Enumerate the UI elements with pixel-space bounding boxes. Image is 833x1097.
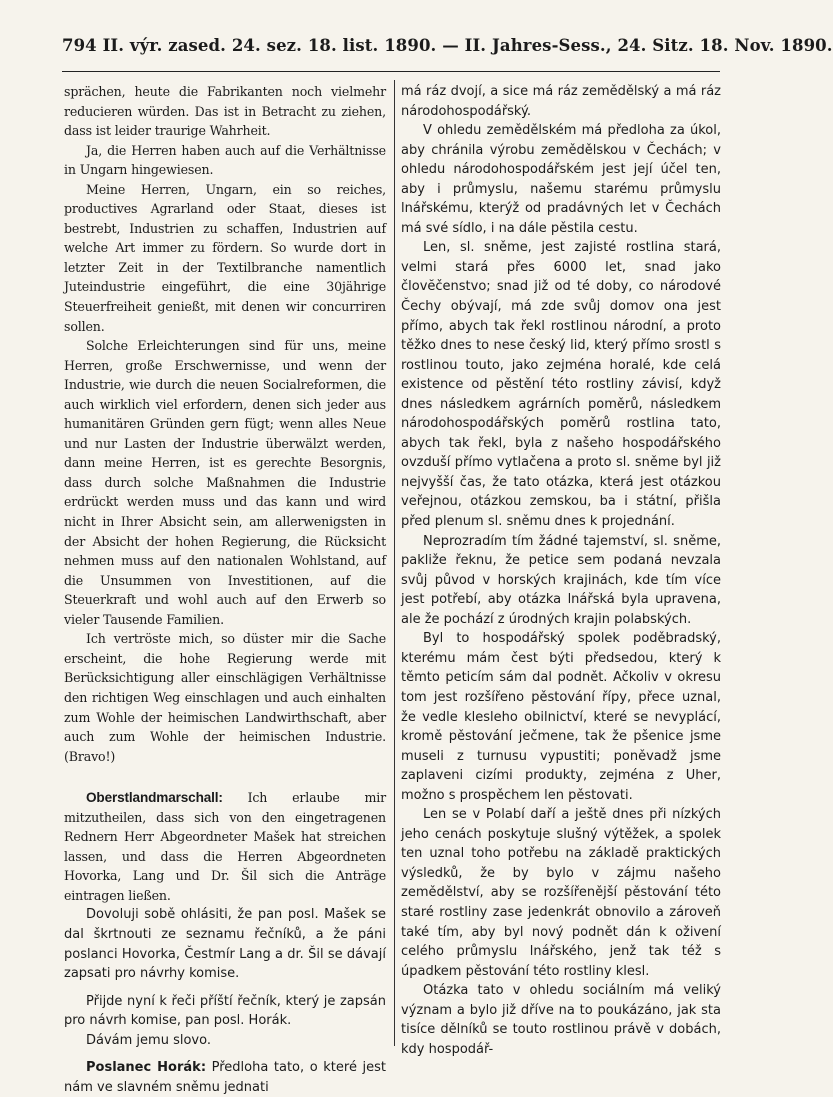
right-paragraph-4: Neprozradím tím žádné tajemství, sl. sněme, pakliže řeknu, že petice sem podaná nevzala svůj původ v horských krajinách, kde tím více jest potřebí, aby otázka lnářská byla upravena, ale že pochází z úrodných krajin polabských. (401, 533, 721, 627)
right-paragraph-7: Otázka tato v ohledu sociálním má veliký význam a bylo již dříve na to poukázáno, jak sta tisíce dělníků se touto rostlinou právě v dobách, kdy hospodář- (401, 983, 721, 1057)
right-column (401, 82, 721, 1059)
horak-speaker-label: Poslanec Horák: (86, 1060, 207, 1076)
right-paragraph-1: má ráz dvojí, a sice má ráz zemědělský a má ráz národohospodářský. (401, 84, 721, 119)
czech-paragraph-2: Přijde nyní k řeči příští řečník, který je zapsán pro návrh komise, pan posl. Horák. (64, 993, 386, 1029)
czech-paragraph-3: Dávám jemu slovo. (86, 1032, 211, 1048)
page-header: 794 II. výr. zased. 24. sez. 18. list. 1890. — II. Jahres-Sess., 24. Sitz. 18. Nov. 1890. (62, 36, 833, 55)
right-paragraph-5: Byl to hospodářský spolek poděbradský, kterému mám čest býti předsedou, který k těmto peticím sám dal podnět. Ačkoliv v okresu tom jest rozšířeno pěstování řípy, přece uznal, že vedle klesleho obilnictví, které se nevyplácí, kromě pěstování ječmene, tak že pšenice jsme museli z turnusu vypustiti; poněvadž jsme zaplaveni cizími produkty, zejména z Uher, možno s prospěchem len pěstovati. (401, 631, 721, 803)
spacer (64, 1050, 386, 1058)
speaker-statement-text: Ich erlaube mir mitzutheilen, dass sich von den eingetragenen Rednern Herr Abgeordneter Mašek hat streichen lassen, und dass die Herren Abgeordneten Hovorka, Lang und Dr. Šil sich die Anträge eintragen ließen. (64, 790, 386, 903)
right-paragraph-6: Len se v Polabí daří a ještě dnes při nízkých jeho cenách poskytuje slušný výtěžek, a spolek ten uznal toho potřebu na základě praktických výsledků, že by bylo v zájmu našeho zemědělství, aby se rozšířenější pěstování této staré rostliny zase jedenkrát obnovilo a zároveň také tím, aby byl nový podnět dán k oživení celého průmyslu lnářského, jenž tak též s úpadkem pěstování této rostliny klesl. (401, 807, 721, 979)
right-paragraph-3: Len, sl. sněme, jest zajisté rostlina stará, velmi stará přes 6000 let, snad jako človĕčenstvo; snad již od té doby, co národové Čechy obývají, má zde svůj domov ona jest přímo, abych tak řekl rostlinou národní, a proto těžko dnes to nese český lid, který přímo srostl s rostlinou touto, jako zejména horalé, kde celá existence od pěstění této rostliny závisí, když dnes následkem agrárních poměrů, následkem národohospodářských poměrů rostlina tato, abych tak řekl, byla z našeho hospodářského ovzduší přímo vytlačena a proto sl. sněme byl již nejvyšší čas, že tato otázka, která jest otázkou veřejnou, otázkou zemskou, ba i státní, přišla před plenum sl. sněmu dnes k projednání. (401, 240, 721, 530)
german-paragraph-4: Solche Erleichterungen sind für uns, meine Herren, große Erschwernisse, und wenn der Industrie, wie durch die neuen Socialreformen, die auch wirklich viel erfordern, denen sich jeder aus humanitären Gründen gern fügt; wenn alles Neue und nur Lasten der Industrie überwälzt werden, dann meine Herren, ist es gerechte Besorgnis, dass durch solche Maßnahmen die Industrie erdrückt werden muss und das kann und wird nicht in Ihrer Absicht sein, am allerwenigsten in der Absicht der hohen Regierung, die Rücksicht nehmen muss auf den nationalen Wohlstand, auf die Unsummen von Investitionen, auf die Steuerkraft und wohl auch auf den Erwerb so vieler Tausende Familien. (64, 338, 386, 627)
german-speech (64, 82, 386, 766)
column-divider (394, 80, 395, 1046)
czech-paragraph-1: Dovoluji sobě ohlásiti, že pan posl. Mašek se dal škrtnouti ze seznamu řečníků, a že páni poslanci Hovorka, Čestmír Lang a dr. Šil se dávají zapsati pro návrhy komise. (64, 907, 386, 982)
german-paragraph-3: Meine Herren, Ungarn, ein so reiches, productives Agrarland oder Staat, dieses ist bestrebt, Industrien zu schaffen, Industrien auf welche Art immer zu fördern. So wurde dort in letzter Zeit in der Textilbranche namentlich Juteindustrie eingeführt, die eine 30jährige Steuerfreiheit genießt, mit denen wir concurriren sollen. (64, 181, 386, 334)
german-paragraph-1: sprächen, heute die Fabrikanten noch vielmehr reducieren würden. Das ist in Betracht zu ziehen, dass ist leider traurige Wahrheit. (64, 84, 386, 139)
czech-announcement (64, 905, 386, 1097)
german-paragraph-5: Ich vertröste mich, so düster mir die Sache erscheint, die hohe Regierung werde mit Berücksichtigung aller einschlägigen Verhältnisse den richtigen Weg einschlagen und auch einhalten zum Wohle der heimischen Landwirthschaft, aber auch zum Wohle der heimischen Industrie. (Bravo!) (64, 631, 386, 764)
horak-opening-text: Předloha tato, o které jest nám ve slavném sněmu jednati (64, 1060, 386, 1095)
speaker-label: Oberstlandmarschall: (86, 790, 223, 806)
right-paragraph-2: V ohledu zemědělském má předloha za úkol, aby chránila výrobu zemědělskou v Čechách; v ohledu národohospodářském jest její účel ten, aby i průmyslu, našemu starému průmyslu lnářskému, kterýž od pradávných let v Čechách má své sídlo, i na dále pěstila cestu. (401, 123, 721, 236)
horak-intro (64, 1058, 386, 1097)
spacer (64, 766, 386, 788)
spacer (64, 984, 386, 992)
german-paragraph-2: Ja, die Herren haben auch auf die Verhältnisse in Ungarn hingewiesen. (64, 142, 386, 178)
left-column (64, 82, 386, 1097)
header-rule (62, 71, 720, 72)
oberstlandmarschall-statement (64, 788, 386, 905)
